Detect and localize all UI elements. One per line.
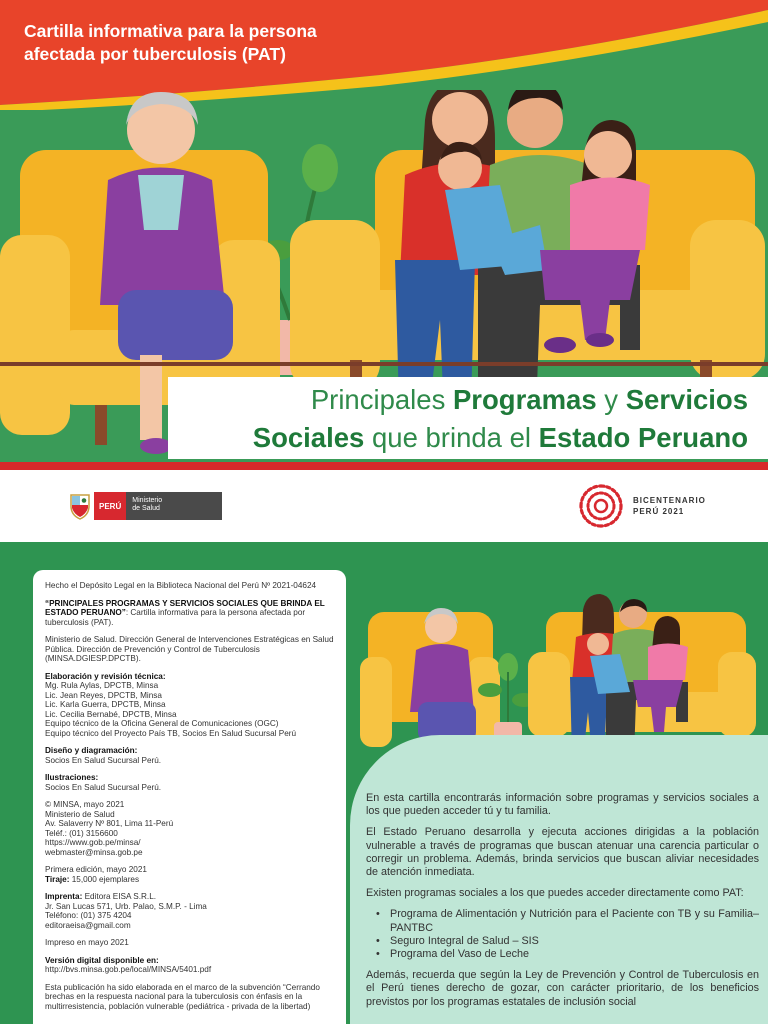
publication-title: “PRINCIPALES PROGRAMAS Y SERVICIOS SOCIALES QUE BRINDA EL ESTADO PERUANO”: Cartilla informativa para la persona afectada por tuberculosis (PAT).	[45, 598, 325, 627]
illustration-credit: Ilustraciones: Socios En Salud Sucursal Perú.	[45, 773, 162, 792]
list-item: • Programa del Vaso de Leche	[376, 948, 759, 961]
bicentenario-emblem-icon	[577, 482, 625, 530]
coat-of-arms-icon	[68, 492, 92, 520]
intro-paragraph-2: El Estado Peruano desarrolla y ejecuta acciones dirigidas a la población vulnerable a través de programas que buscan atenuar una carencia particular o corregir un problema. Además, brinda servicios que buscan aliviar necesidades de atención inmediata.	[366, 826, 759, 879]
floor-edge	[0, 362, 768, 366]
funding-note: Esta publicación ha sido elaborada en el marco de la subvención “Cerrando brechas en la respuesta nacional para la tuberculosis con énfasis en la multirresistencia, población vulnerable (pediátrica - privada de la libertad)	[45, 982, 320, 1011]
peru-label: PERÚ	[94, 492, 126, 520]
copyright-info: © MINSA, mayo 2021 Ministerio de Salud Av. Salaverry Nº 801, Lima 11-Perú Teléf.: (01) 3156600 https://www.gob.pe/minsa/ webmaster@minsa.gob.pe	[45, 800, 174, 857]
list-item: • Programa de Alimentación y Nutrición para el Paciente con TB y su Familia– PANTBC	[376, 908, 759, 934]
ministry-logo	[68, 492, 222, 520]
digital-version: Versión digital disponible en: http://bvs.minsa.gob.pe/local/MINSA/5401.pdf	[45, 955, 212, 974]
ministry-credit: Ministerio de Salud. Dirección General de Intervenciones Estratégicas en Salud Pública. Dirección de Prevención y Control de Tuberculosis (MINSA.DGIESP.DPCTB).	[45, 635, 334, 663]
bicentenario-logo	[577, 482, 706, 530]
imprint-box	[33, 570, 346, 1024]
programs-list	[376, 908, 759, 961]
red-divider	[0, 462, 768, 470]
intro-paragraph-4: Además, recuerda que según la Ley de Prevención y Control de Tuberculosis en el Perú tienes derecho de gozar, con carácter prioritario, de los beneficios previstos por los programas estatales de inclusión social	[366, 969, 759, 1008]
intro-text	[366, 792, 759, 1017]
main-heading	[178, 381, 748, 457]
cover-page	[0, 0, 768, 470]
heading-line-1: Principales Programas y Servicios	[310, 384, 748, 415]
legal-deposit: Hecho el Depósito Legal en la Biblioteca Nacional del Perú Nº 2021-04624	[45, 581, 317, 590]
intro-paragraph-1: En esta cartilla encontrarás información sobre programas y servicios sociales a los que pueden acceder tú y tu familia.	[366, 792, 759, 818]
intro-paragraph-3: Existen programas sociales a los que puedes acceder directamente como PAT:	[366, 887, 744, 900]
edition-info: Primera edición, mayo 2021 Tiraje: 15,000 ejemplares	[45, 865, 147, 884]
bicentenario-label: BICENTENARIO PERÚ 2021	[633, 496, 706, 516]
list-item: • Seguro Integral de Salud – SIS	[376, 935, 759, 948]
ministry-label: Ministerio de Salud	[126, 492, 222, 520]
family-illustration-small	[358, 572, 758, 762]
cover-title: Cartilla informativa para la persona afectada por tuberculosis (PAT)	[24, 21, 317, 64]
printer-info: Imprenta: Editora EISA S.R.L. Jr. San Lucas 571, Urb. Palao, S.M.P. - Lima Teléfono: (01) 375 4204 editoraeisa@gmail.com	[45, 892, 207, 930]
heading-line-2: Sociales que brinda el Estado Peruano	[252, 422, 748, 453]
technical-review: Elaboración y revisión técnica: Mg. Rula Aylas, DPCTB, Minsa Lic. Jean Reyes, DPCTB, Minsa Lic. Karla Guerra, DPCTB, Minsa Lic. Cecilia Bernabé, DPCTB, Minsa Equipo técnico de la Oficina General de Comunicaciones (OGC) Equipo técnico del Proyecto País TB, Socios En Salud Sucursal Perú	[45, 671, 297, 738]
printed-date: Impreso en mayo 2021	[45, 938, 129, 947]
design-credit: Diseño y diagramación: Socios En Salud Sucursal Perú.	[45, 746, 162, 765]
